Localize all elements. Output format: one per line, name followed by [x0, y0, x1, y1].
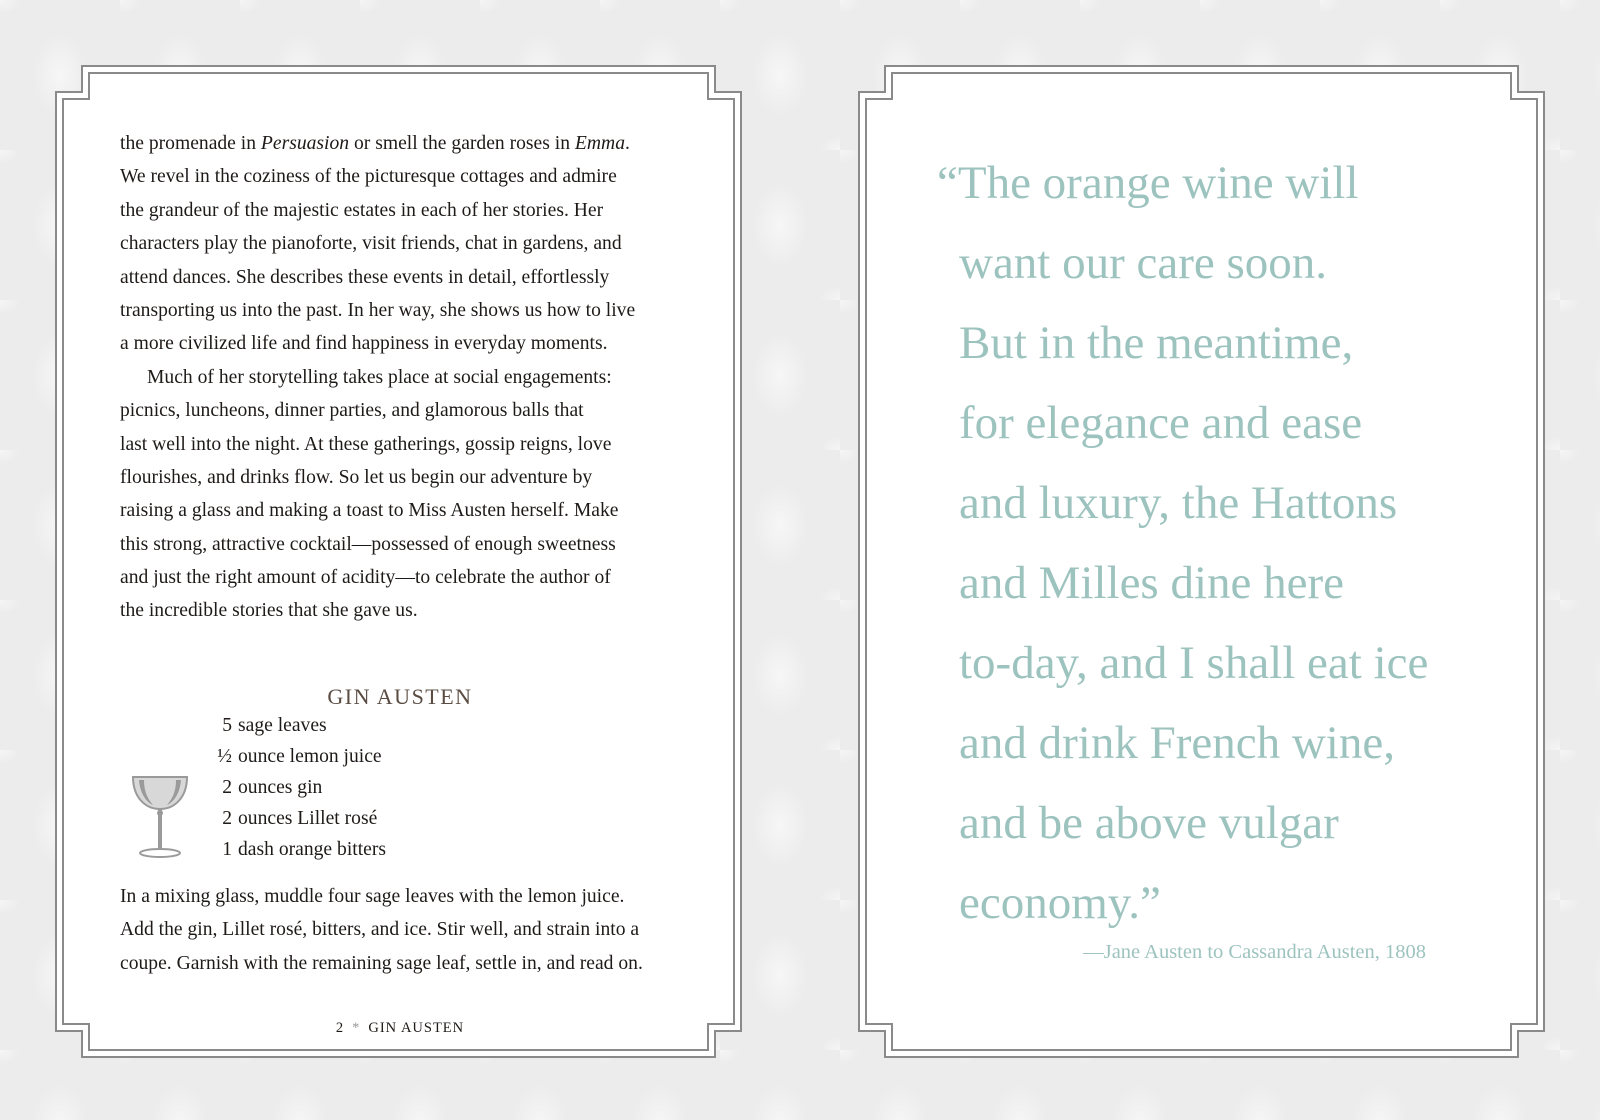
text-run: attend dances. She describes these events in detail, effortlessly: [120, 266, 610, 288]
quote-line: “The orange wine will: [937, 157, 1359, 209]
method-line: In a mixing glass, muddle four sage leaves with the lemon juice.: [120, 886, 625, 907]
ingredient-list: [185, 710, 386, 865]
method-line: Add the gin, Lillet rosé, bitters, and ice. Stir well, and strain into a: [120, 919, 640, 941]
ingredient-quantity: 5: [222, 715, 232, 736]
ingredient-name: dash orange bitters: [238, 839, 386, 860]
body-line: [120, 461, 700, 494]
text-run: this strong, attractive cocktail—possessed of enough sweetness: [120, 533, 616, 555]
page-number: 2: [335, 1020, 345, 1036]
body-line: [120, 528, 700, 561]
text-run: We revel in the coziness of the picturesque cottages and admire: [120, 166, 617, 188]
book-title: Persuasion: [260, 133, 350, 154]
body-line: [120, 361, 700, 394]
body-line: [120, 294, 700, 327]
separator-star-icon: *: [352, 1020, 361, 1036]
text-run: .: [625, 133, 630, 154]
ingredient-quantity: 1: [222, 839, 232, 860]
book-title: Emma: [574, 133, 625, 154]
body-line: [120, 127, 700, 160]
text-run: Much of her storytelling takes place at social engagements:: [147, 366, 612, 388]
body-line: [120, 428, 700, 461]
text-run: the incredible stories that she gave us.: [120, 600, 418, 622]
quote-line: economy.”: [959, 877, 1161, 929]
quote-line: and luxury, the Hattons: [959, 477, 1398, 529]
method-line: coupe. Garnish with the remaining sage leaf, settle in, and read on.: [120, 952, 643, 974]
page-footer: [55, 1020, 745, 1037]
quote-line: for elegance and ease: [959, 397, 1363, 449]
body-line: [120, 561, 700, 594]
text-run: the grandeur of the majestic estates in each of her stories. Her: [120, 199, 604, 221]
quote-line: and drink French wine,: [959, 717, 1395, 769]
text-run: characters play the pianoforte, visit friends, chat in gardens, and: [120, 233, 622, 255]
body-line: [120, 394, 700, 427]
text-run: last well into the night. At these gatherings, gossip reigns, love: [120, 433, 612, 455]
ingredient-item: [185, 834, 386, 865]
text-run: or smell the garden roses in: [349, 133, 575, 154]
ingredient-name: ounces Lillet rosé: [238, 808, 378, 829]
text-run: transporting us into the past. In her way, she shows us how to live: [120, 299, 636, 321]
ingredient-item: [185, 741, 386, 772]
text-run: a more civilized life and find happiness in everyday moments.: [120, 333, 608, 355]
body-line: [120, 594, 700, 627]
pull-quote: [937, 143, 1429, 943]
quote-line: and Milles dine here: [959, 557, 1345, 609]
ingredient-name: ounces gin: [238, 777, 323, 798]
text-run: the promenade in: [120, 133, 261, 154]
ingredient-item: [185, 772, 386, 803]
ingredient-quantity: 2: [222, 808, 232, 829]
quote-attribution: —Jane Austen to Cassandra Austen, 1808: [1083, 941, 1426, 963]
quote-line: But in the meantime,: [959, 317, 1354, 369]
body-line: [120, 160, 700, 193]
body-line: [120, 494, 700, 527]
ingredient-quantity: 2: [222, 777, 232, 798]
method-text: [120, 880, 643, 980]
ingredient-name: ounce lemon juice: [238, 746, 382, 767]
text-run: raising a glass and making a toast to Miss Austen herself. Make: [120, 500, 619, 522]
quote-line: and be above vulgar: [959, 797, 1339, 849]
recipe-title: GIN AUSTEN: [327, 684, 473, 709]
quote-line: to-day, and I shall eat ice: [959, 637, 1429, 689]
ingredient-name: sage leaves: [238, 715, 327, 736]
running-title: GIN AUSTEN: [368, 1020, 465, 1036]
ingredient-item: [185, 710, 386, 741]
body-line: [120, 261, 700, 294]
ingredient-item: [185, 803, 386, 834]
body-line: [120, 194, 700, 227]
text-run: flourishes, and drinks flow. So let us begin our adventure by: [120, 466, 593, 488]
quote-line: want our care soon.: [959, 237, 1328, 289]
body-line: [120, 327, 700, 360]
body-line: [120, 227, 700, 260]
text-run: and just the right amount of acidity—to celebrate the author of: [120, 567, 611, 589]
right-page: [858, 65, 1545, 1058]
left-page: [55, 65, 742, 1058]
coupe-glass-icon: [131, 775, 189, 859]
body-text: [120, 127, 700, 628]
ingredient-quantity: ½: [217, 746, 232, 767]
text-run: picnics, luncheons, dinner parties, and glamorous balls that: [120, 400, 584, 422]
